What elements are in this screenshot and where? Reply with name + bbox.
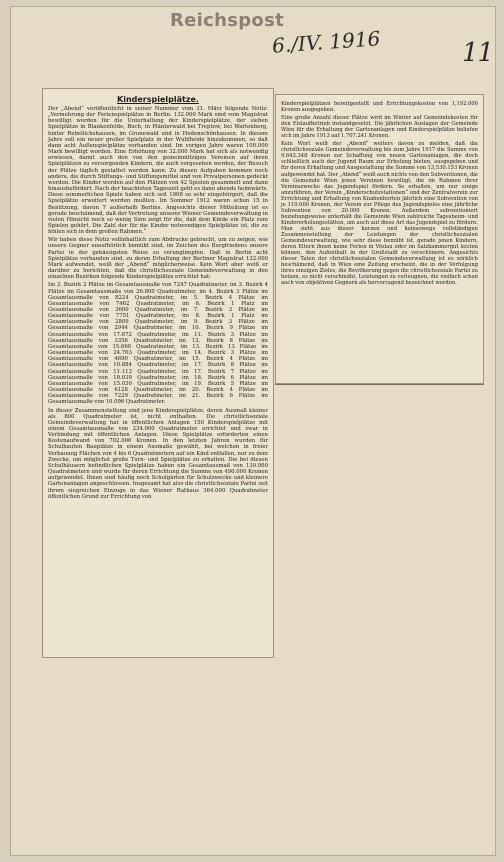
- article-paragraph: Der „Abend“ veröffentlicht in seiner Nummer vom 31. März folgende Notiz: „Vermehrung der Ferienspielplätze in Berlin. 132.000 Mark sind vom Magistrat bewilligt worden für die Unterhaltung der Kinderspielplätze, der sieben Spielplätze in Blankenfelde, Buch, in Plänterwald bei Treptow, bei Wartenberg, hinter Rebellichshausen, im Grunewald und in Hedenschönhausen. In diesem Jahre soll ein neuer großer Spielplatz in der Wuhlheide hinzukommen, so daß dann acht Außenspielplätze vorhanden sind. Im vorigen Jahre waren 100.000 Mark bewilligt worden. Eine Erhöhung von 32.000 Mark hat sich als notwendig erwiesen, damit auch den von den gemeinnützigen Vereinen auf ihren Spielplätzen zu versorgenden Kindern, die auch vorgesehen werden, der Besuch der Plätze täglich gestattet werden kann. Zu diesen Aufgaben kommen noch andere, die durch Stiftungs- und Stiftungsmittel und von Privatpersonen gedeckt werden. Die Kinder werden auf den Plätzen von 42 Spielen gesammelt und dann hinausbefördert. Nach der beachteten Tageszeit geht es dann abends heimwärts. Diese sommerlichen Spiele haben sich seit 1908 so sehr eingebürgert, daß die Spielplätze erweitert werden mußten. Im Sommer 1912 waren schon 15 in Benützung, davon 7 außerhalb Berlins. Angesichts dieser Mitteilung ist es gerade beschämend, daß der Vertretung unserer Wiener Gemeindeverwaltung in vielen Hinsicht noch so wenig Sinn zeigt für die, daß dem Kinde ein Platz zum Spielen gehört. Die Zahl der für die Kinder notwendigen Spielplätze ist, die zu fehlen sich in dem großen Rahmen.“: [48, 106, 268, 236]
- article-paragraph: Eine große Anzahl dieser Plätze wird im Winter auf Gemeindekosten für den Eislaufbetrieb instandgesetzt. Die jährlichen Auslagen der Gemeinde Wien für die Erhaltung der Gartenanlagen und Kinderspielplätze beliefen sich im Jahre 1913 auf 1,707.241 Kronen.: [281, 115, 478, 140]
- article-paragraph: Im 2. Bezirk 2 Plätze im Gesamtausmaße von 7247 Quadratmeter, im 3. Bezirk 4 Plätze im Gesamtausmaße von 26.800 Quadratmeter, im 4. Bezirk 3 Plätze im Gesamtausmaße von 8224 Quadratmeter, im 5. Bezirk 4 Plätze im Gesamtausmaße von 7462 Quadratmeter, im 6. Bezirk 1 Platz im Gesamtausmaße von 3600 Quadratmeter, im 7. Bezirk 3 Plätze im Gesamtausmaße von 7751 Quadratmeter, im 8. Bezirk 1 Platz im Gesamtausmaße von 2809 Quadratmeter, im 9. Bezirk 3 Plätze im Gesamtausmaße von 2944 Quadratmeter, im 10. Bezirk 9 Plätze im Gesamtausmaße von 17.672 Quadratmeter, im 11. Bezirk 3 Plätze im Gesamtausmaße von 3356 Quadratmeter, im 12. Bezirk 8 Plätze im Gesamtausmaße von 15.660 Quadratmeter, im 13. Bezirk 13 Plätze im Gesamtausmaße von 24.703 Quadratmeter, im 14. Bezirk 3 Plätze im Gesamtausmaße von 4690 Quadratmeter, im 15. Bezirk 4 Plätze im Gesamtausmaße von 10.884 Quadratmeter, im 17. Bezirk 8 Plätze im Gesamtausmaße von 11.113 Quadratmeter, im 17. Bezirk 7 Plätze im Gesamtausmaße von 10.039 Quadratmeter, im 18. Bezirk 6 Plätze im Gesamtausmaße von 15.030 Quadratmeter, im 19. Bezirk 5 Plätze im Gesamtausmaße von 6128 Quadratmeter, im 20. Bezirk 4 Plätze im Gesamtausmaße von 7229 Quadratmeter, im 21. Bezirk 6 Plätze im Gesamtausmaße von 10.096 Quadratmeter.: [48, 282, 268, 406]
- article-paragraph: Kein Wort weiß der „Abend“ weiters davon zu melden, daß die christlichsoziale Gemeindeverwaltung bis zum Jahre 1917 die Summe von 9,643.348 Kronen zur Schaffung von neuen Gartenanlagen, die doch schließlich auch der Jugend Raum zur Erholung bieten, ausgegeben und für deren Erhaltung und Ausgestaltung die Summe von 13,530.153 Kronen aufgewendet hat. Der „Abend“ weiß auch nichts von den Subventionen, die die Gemeinde Wien jenen Vereinen bewilligt, die im Rahmen ihrer Vereinszwecke das Jugendspiel fördern. So erhalten, um nur einige anzuführen, der Verein „Kinderschutzstationen“ und der Zentralverein zur Errichtung und Erhaltung von Knabenhorten jährlich eine Subvention von je 110.000 Kronen, der Verein zur Pflege des Jugendspieles eine jährliche Subvention von 20.000 Kronen. Außerdem subventioniert beziehungsweise unterhält die Gemeinde Wien zahlreiche Tagesheim- und Kindererholungsstätten, um auch auf diese Art das Jugendspiel zu fördern. Man sieht aus dieser kurzen und keineswegs vollständigen Zusammenstellung der Leistungen der christlichsozialen Gemeindeverwaltung, wie sehr diese bemüht ist, gerade jenen Kindern, deren Eltern ihnen keine Ferien in Vöslau oder im Salzkammergut leisten können, den Aufenthalt in der Großstadt zu verschönern. Angesichts dieser Taten der christlichsozialen Gemeindeverwaltung ist es wirklich beschämend, daß in Wien eine Zeitung erscheint, die in der Verfolgung ihres einzigen Zieles, die Bevölkerung gegen die christlichsoziale Partei zu hetzen, es nicht verschmäht, Leistungen zu verleugnen, die vielfach schon auch von objektiven Gegnern als hervorragend bezeichnet werden.: [281, 141, 478, 287]
- article-headline: Kinderspielplätze.: [117, 95, 199, 104]
- clipping-bottom-rule: [275, 384, 484, 385]
- article-clipping-left: [42, 88, 274, 658]
- handwritten-page-number: 11: [462, 38, 494, 68]
- article-paragraph: In dieser Zusammenstellung sind jene Kinderspielplätze, deren Ausmaß kleiner als 800 Quadratmeter ist, nicht enthalten. Die christlichsoziale Gemeindeverwaltung hat in öffentlichen Anlagen 150 Kinderspielplätze mit einem Gesamtausmaße von 234.000 Quadratmeter errichtet und zwar in Verbindung mit öffentlichen Anlagen. Diese Spielplätze erforderten einen Kostenaufwand von 702.000 Kronen. In den letzten Jahren wurden für Schulbauten Bauplätze in einem Ausmaße gewählt, bei welchen in freier Verbauung Flächen von 4 bis 6 Quadratmetern auf ein Kind entfallen, nur zu dem Zwecke, um möglichst große Turn- und Spielplätze zu erhalten. Die bei diesen Schulhäusern befindlichen Spielplätze haben ein Gesamtausmaß von 130.000 Quadratmetern und wurde für deren Errichtung die Summe von 490.000 Kronen aufgewendet. Ihnen sind häufig noch Schulgärten für Schulzwecke und kleinere Gartenanlagen angeschlossen. Insgesamt hat also die christlichsoziale Partei seit ihrem siegreichen Einzuge in das Wiener Rathaus 364.000 Quadratmeter öffentlichen Grund zur Errichtung von: [48, 407, 268, 500]
- article-clipping-right: [275, 94, 484, 384]
- article-paragraph: Kinderspielplätzen bereitgestellt und Errichtungskosten von 1,192.000 Kronen ausgegeben.: [281, 101, 478, 114]
- handwritten-date: 6./IV. 1916: [271, 26, 381, 58]
- article-paragraph: Wir haben diese Notiz vollinhaltlich zum Abdrucke gebracht, um zu zeigen, wie unsere Gegner unaufhörlich bemüht sind, im Zeichen des Burgfriedens unsere Partei in der gehässigsten Weise zu verunglimpfen. Daß in Berlin acht Spielplätze vorhanden sind, zu deren Erhaltung der Berliner Magistrat 132.000 Mark aufwendet, weiß der „Abend“ möglicherweise. Kein Wort aber weiß er darüber zu berichten, daß die christlichsoziale Gemeindeverwaltung in den einzelnen Bezirken folgende Kinderspielplätze errichtet hat:: [48, 237, 268, 281]
- newspaper-masthead-stamp: Reichspost: [170, 10, 285, 31]
